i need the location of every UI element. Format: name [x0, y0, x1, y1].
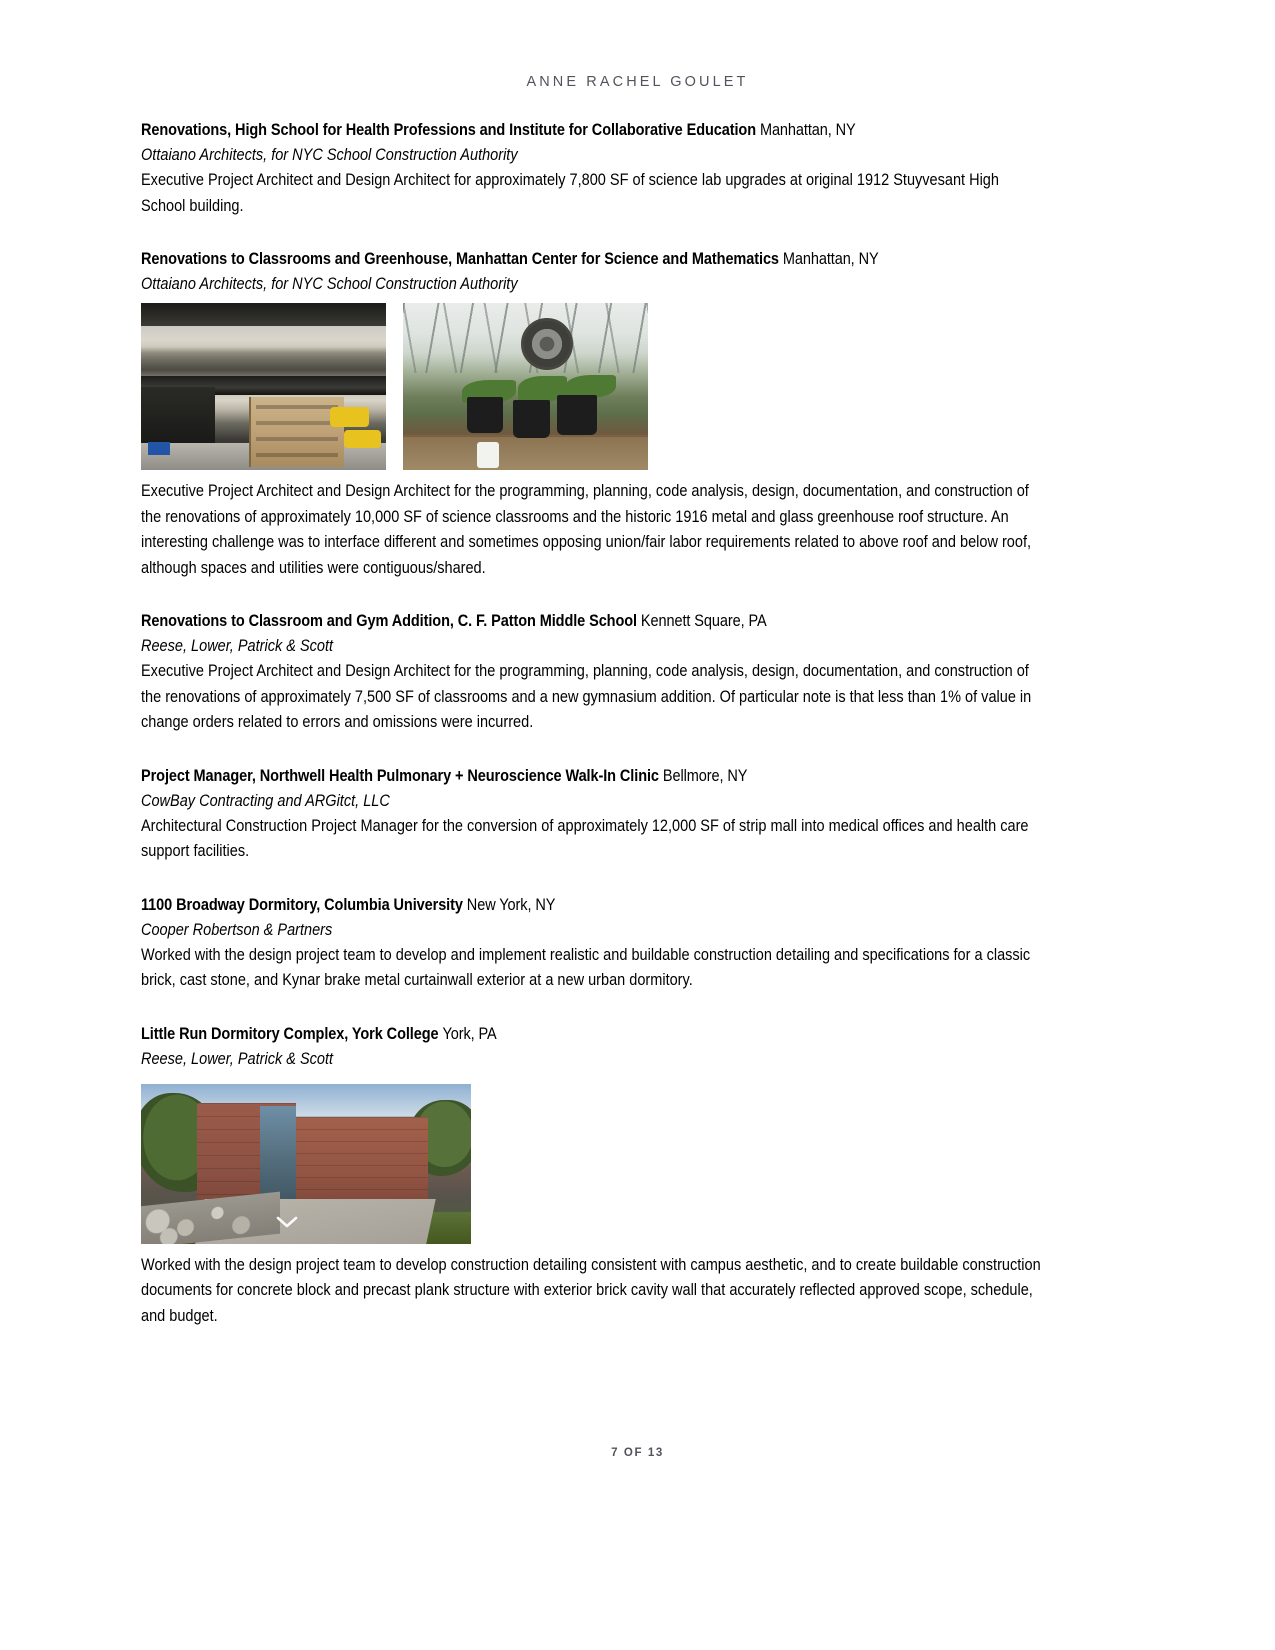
project-location: Manhattan, NY [782, 250, 879, 268]
project-entry [141, 118, 1046, 219]
project-description: Executive Project Architect and Design Architect for the programming, planning, code analysis, design, documentation, and construction of the renovations of approximately 10,000 SF of science classrooms and the historic 1916 metal and glass greenhouse roof structure. An interesting challenge was to interface different and sometimes opposing union/fair labor requirements related to above roof and below roof, although spaces and utilities were contiguous/shared. [141, 482, 1032, 577]
project-title-text: Renovations to Classrooms and Greenhouse, Manhattan Center for Science and Mathematics [141, 250, 779, 268]
page-header-name: ANNE RACHEL GOULET [526, 74, 749, 90]
project-title [141, 118, 1046, 143]
science-lab-photo [141, 303, 386, 470]
project-title-text: Renovations, High School for Health Professions and Institute for Collaborative Education [141, 121, 756, 139]
project-title [141, 247, 1046, 272]
project-description: Executive Project Architect and Design Architect for approximately 7,800 SF of science lab upgrades at original 1912 Stuyvesant High School building. [141, 171, 999, 215]
project-entry [141, 893, 1046, 994]
project-entry [141, 764, 1046, 865]
greenhouse-pot [513, 400, 550, 438]
project-title [141, 609, 1046, 634]
project-title [141, 893, 1046, 918]
project-title-text: Little Run Dormitory Complex, York College [141, 1024, 439, 1043]
glass-stair-tower [260, 1106, 296, 1205]
lab-blue-object [148, 442, 170, 455]
project-location: New York, NY [466, 895, 556, 914]
project-firm: Cooper Robertson & Partners [141, 920, 333, 939]
lab-stool [344, 430, 381, 448]
lab-ceiling [141, 303, 386, 326]
project-firm: Reese, Lower, Patrick & Scott [141, 637, 334, 655]
greenhouse-pot [557, 395, 596, 435]
project-description: Architectural Construction Project Manager for the conversion of approximately 12,000 SF of strip mall into medical offices and health care support facilities. [141, 816, 1029, 860]
page-number-footer: 7 OF 13 [611, 1447, 664, 1459]
project-firm: Ottaiano Architects, for NYC School Construction Authority [141, 146, 518, 164]
project-title-text: Project Manager, Northwell Health Pulmonary + Neuroscience Walk-In Clinic [141, 766, 659, 785]
project-firm: Reese, Lower, Patrick & Scott [141, 1049, 334, 1068]
lab-casework [249, 397, 344, 467]
project-entry [141, 609, 1046, 736]
project-firm: Ottaiano Architects, for NYC School Construction Authority [141, 275, 518, 293]
project-title-text: 1100 Broadway Dormitory, Columbia University [141, 895, 463, 914]
project-description: Worked with the design project team to develop construction detailing consistent with campus aesthetic, and to create buildable construction documents for concrete block and precast plank structure with exterior brick cavity wall that accurately reflected approved scope, schedule, and budget. [141, 1255, 1041, 1325]
dormitory-exterior-photo [141, 1084, 471, 1244]
project-image-row [141, 303, 1046, 470]
lab-stool [330, 407, 369, 427]
greenhouse-pot [467, 397, 504, 434]
project-title-text: Renovations to Classroom and Gym Addition, C. F. Patton Middle School [141, 612, 637, 630]
project-description: Worked with the design project team to develop and implement realistic and buildable construction detailing and specifications for a classic brick, cast stone, and Kynar brake metal curtainwall exterior at a new urban dormitory. [141, 945, 1031, 989]
dormitory-wing [290, 1117, 429, 1208]
project-entry [141, 247, 1046, 581]
greenhouse-ground [403, 437, 648, 470]
project-image-row [141, 1078, 1046, 1244]
project-title [141, 764, 1046, 789]
project-title [141, 1022, 1046, 1047]
project-entry [141, 1022, 1046, 1330]
project-location: Bellmore, NY [662, 766, 748, 785]
resume-content [141, 118, 1046, 1357]
project-location: Manhattan, NY [759, 121, 856, 139]
chevron-down-icon[interactable] [276, 1215, 298, 1229]
greenhouse-watering-jug [477, 442, 499, 469]
project-location: Kennett Square, PA [640, 612, 767, 630]
greenhouse-fan [521, 318, 573, 370]
project-firm: CowBay Contracting and ARGitct, LLC [141, 791, 390, 810]
greenhouse-photo [403, 303, 648, 470]
project-description: Executive Project Architect and Design Architect for the programming, planning, code analysis, design, documentation, and construction of the renovations of approximately 7,500 SF of classrooms and a new gymnasium addition. Of particular note is that less than 1% of value in change orders related to errors and omissions were incurred. [141, 662, 1032, 731]
project-location: York, PA [442, 1024, 497, 1043]
